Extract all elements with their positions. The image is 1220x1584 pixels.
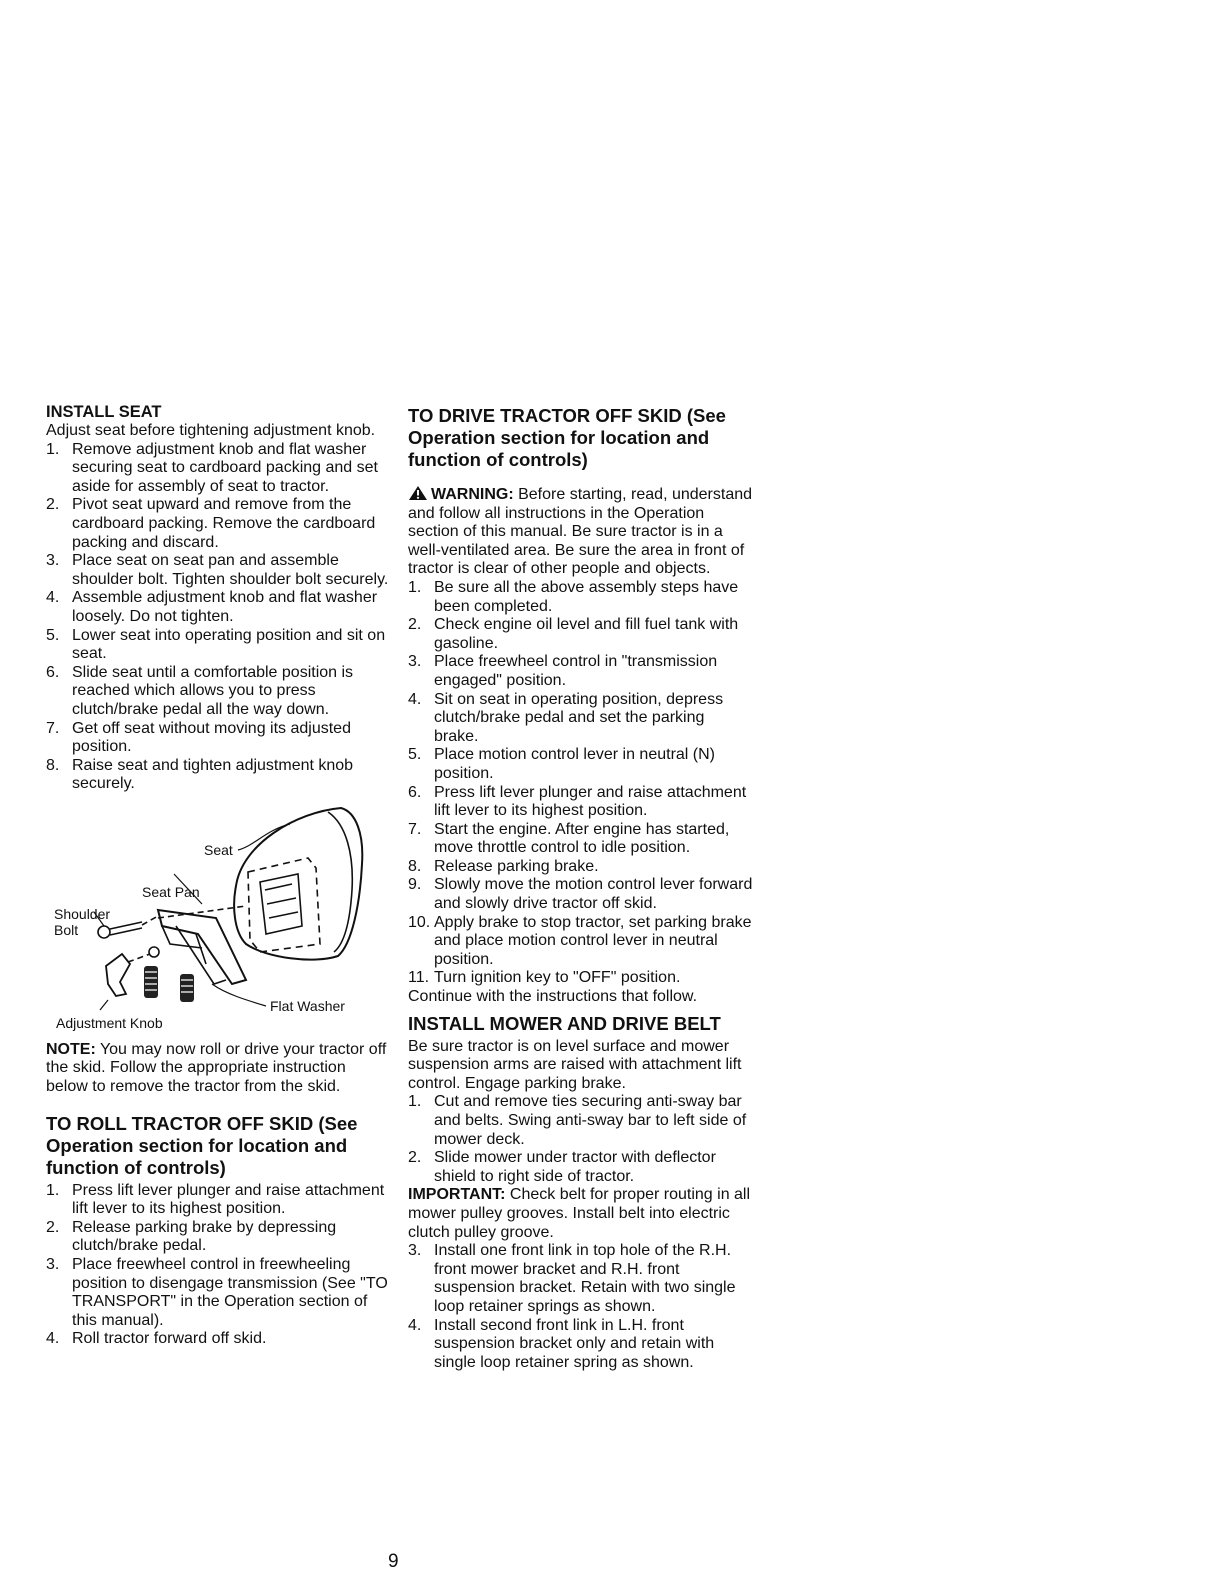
list-item: 3. Place freewheel control in freewheeling position to disengage transmission (See "TO TRANSPORT" in the Operation section of this manual). [46, 1256, 388, 1329]
install-seat-intro: Adjust seat before tightening adjustment knob. [46, 422, 376, 439]
figure-label-shoulder: Shoulder [54, 905, 111, 922]
list-item: 3. Place seat on seat pan and assemble shoulder bolt. Tighten shoulder bolt securely. [46, 552, 389, 588]
warning-label: WARNING: [431, 486, 514, 503]
list-item: 6. Press lift lever plunger and raise attachment lift lever to its highest position. [408, 783, 747, 820]
list-item: 6. Slide seat until a comfortable position is reached which allows you to press clutch/brake pedal all the way down. [46, 663, 354, 718]
list-item: 2. Pivot seat upward and remove from the cardboard packing. Remove the cardboard packing and discard. [46, 496, 376, 551]
seat-assembly-figure [46, 794, 391, 1029]
figure-label-seat-pan: Seat Pan [142, 883, 200, 900]
warning-text: Before starting, read, understand and follow all instructions in the Operation section of this manual. Be sure tractor is in a well-ventilated area. Be sure the area in front of tractor is clear of other people and objects. [408, 486, 753, 578]
list-item: 1. Cut and remove ties securing anti-sway bar and belts. Swing anti-sway bar to left side of mower deck. [408, 1093, 747, 1148]
install-mower-intro: Be sure tractor is on level surface and mower suspension arms are raised with attachment lift control. Engage parking brake. [408, 1037, 742, 1092]
continue-text: Continue with the instructions that follow. [408, 988, 698, 1006]
figure-label-seat: Seat [204, 841, 233, 858]
install-mower-heading: INSTALL MOWER AND DRIVE BELT [408, 1012, 721, 1034]
note-text: You may now roll or drive your tractor off the skid. Follow the appropriate instruction below to remove the tractor from the skid. [46, 1040, 387, 1096]
install-seat-steps [46, 441, 391, 794]
list-item: 9. Slowly move the motion control lever forward and slowly drive tractor off skid. [408, 876, 753, 913]
list-item: 4. Install second front link in L.H. front suspension bracket only and retain with single loop retainer spring as shown. [408, 1316, 715, 1371]
drive-off-heading: TO DRIVE TRACTOR OFF SKID (See Operation section for location and function of controls) [408, 405, 726, 470]
list-item: 7. Get off seat without moving its adjusted position. [46, 719, 351, 756]
list-item: 4. Sit on seat in operating position, depress clutch/brake pedal and set the parking brake. [408, 690, 724, 745]
install-mower-steps-b [408, 1242, 753, 1372]
figure-label-adjustment-knob: Adjustment Knob [56, 1014, 163, 1031]
list-item: 10. Apply brake to stop tractor, set parking brake and place motion control lever in neutral position. [408, 913, 752, 968]
list-item: 2. Release parking brake by depressing clutch/brake pedal. [46, 1218, 337, 1255]
list-item: 1. Be sure all the above assembly steps have been completed. [408, 578, 739, 615]
left-column [46, 403, 391, 1349]
list-item: 8. Raise seat and tighten adjustment knob securely. [46, 756, 354, 793]
roll-off-heading: TO ROLL TRACTOR OFF SKID (See Operation section for location and function of controls) [46, 1112, 358, 1178]
list-item: 2. Slide mower under tractor with deflector shield to right side of tractor. [408, 1149, 716, 1185]
list-item: 5. Lower seat into operating position and sit on seat. [46, 626, 386, 663]
list-item: 8. Release parking brake. [408, 857, 599, 875]
list-item: 3. Place freewheel control in "transmission engaged" position. [408, 653, 718, 689]
drive-off-steps [408, 579, 753, 988]
list-item: 4. Assemble adjustment knob and flat washer loosely. Do not tighten. [46, 589, 378, 625]
install-mower-steps-a [408, 1093, 753, 1186]
note-label: NOTE: [46, 1040, 96, 1058]
roll-off-steps [46, 1182, 391, 1349]
list-item: 5. Place motion control lever in neutral (N) position. [408, 746, 716, 782]
install-seat-heading: INSTALL SEAT [46, 403, 162, 421]
figure-label-bolt: Bolt [54, 921, 79, 938]
warning-paragraph [408, 485, 753, 579]
note-paragraph [46, 1041, 391, 1097]
list-item: 7. Start the engine. After engine has started, move throttle control to idle position. [408, 820, 730, 857]
list-item: 4. Roll tractor forward off skid. [46, 1330, 267, 1348]
figure-label-flat-washer: Flat Washer [270, 997, 345, 1014]
list-item: 11. Turn ignition key to "OFF" position. [408, 969, 681, 987]
list-item: 1. Press lift lever plunger and raise attachment lift lever to its highest position. [46, 1181, 385, 1218]
list-item: 3. Install one front link in top hole of the R.H. front mower bracket and R.H. front suspension bracket. Retain with two single loop retainer springs as shown. [408, 1242, 736, 1315]
list-item: 1. Remove adjustment knob and flat washer securing seat to cardboard packing and set aside for assembly of seat to tractor. [46, 440, 378, 495]
important-label: IMPORTANT: [408, 1186, 506, 1204]
list-item: 2. Check engine oil level and fill fuel tank with gasoline. [408, 616, 739, 652]
right-column [408, 405, 753, 1372]
important-text: Check belt for proper routing in all mower pulley grooves. Install belt into electric clutch pulley groove. [408, 1186, 751, 1241]
important-paragraph [408, 1186, 753, 1242]
warning-triangle-icon [408, 485, 428, 501]
page-number: 9 [388, 1551, 399, 1572]
